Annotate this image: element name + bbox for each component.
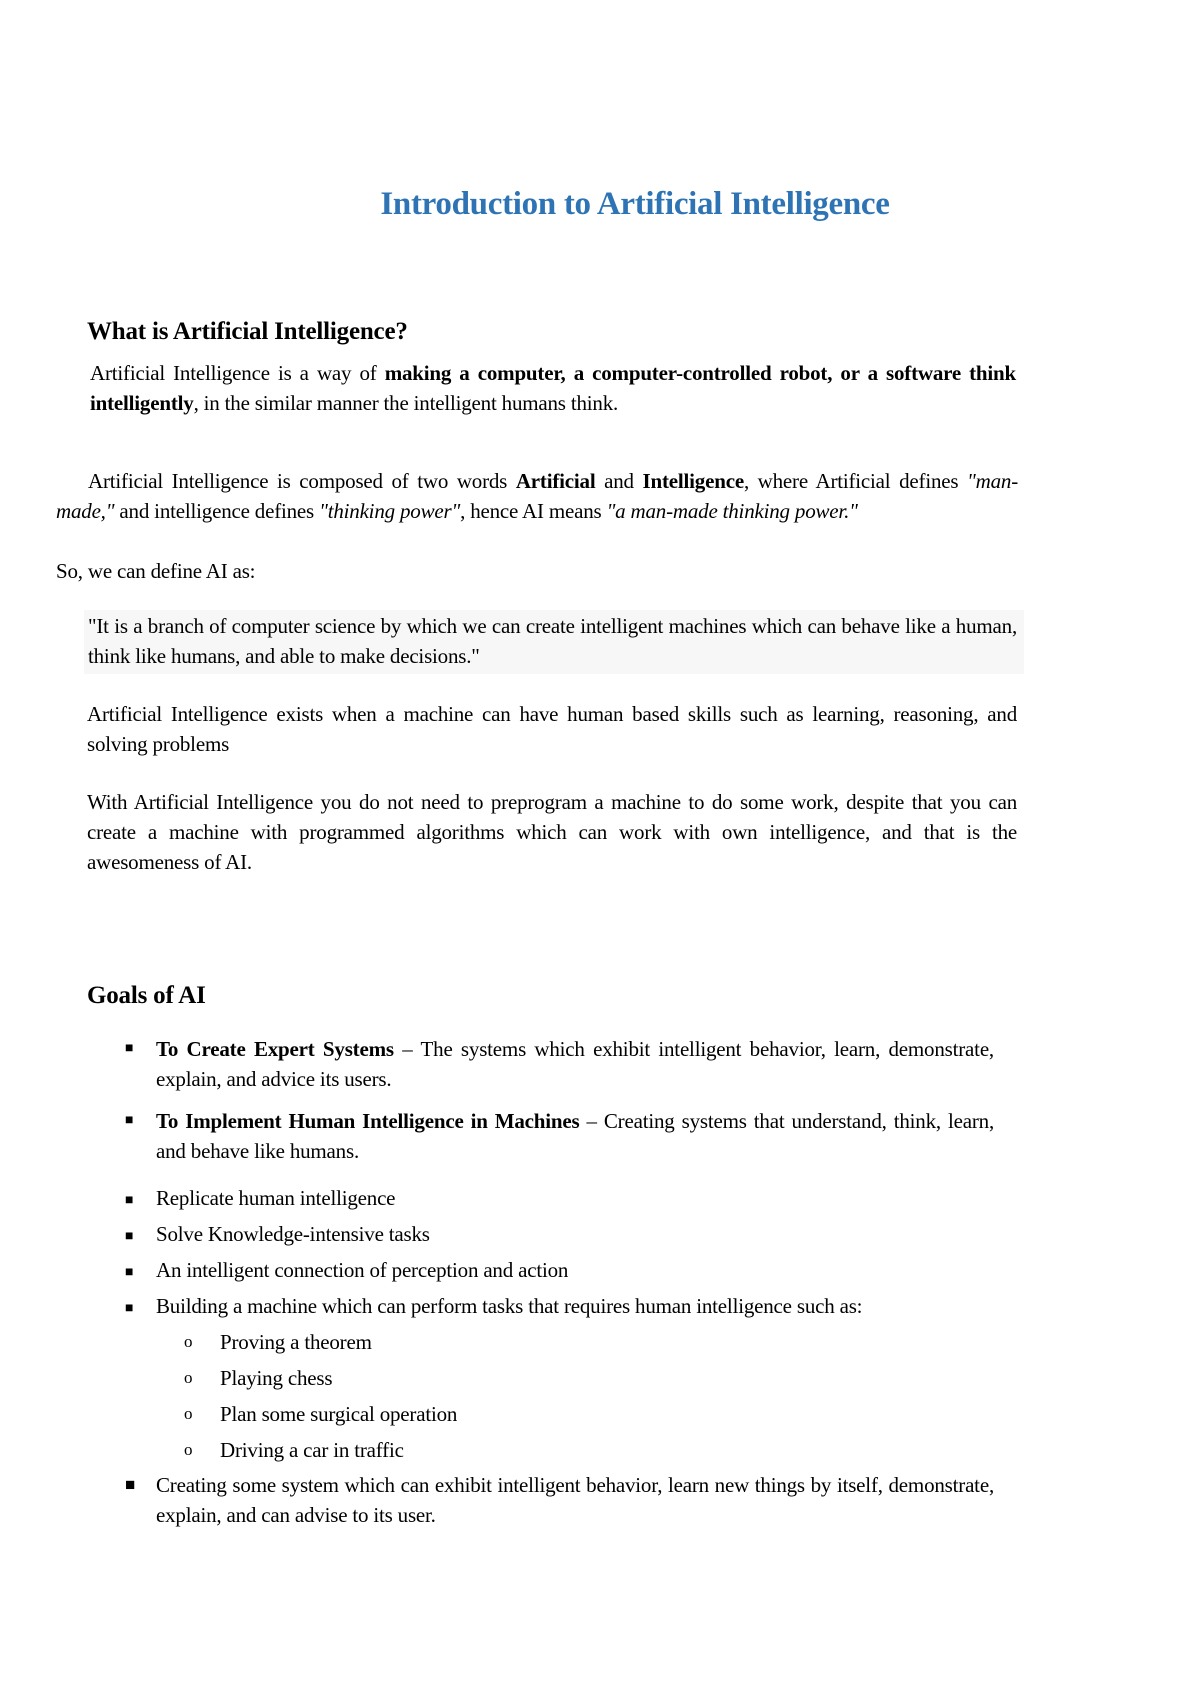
section-heading-goals: Goals of AI: [87, 982, 206, 1009]
list-item-text: Creating some system which can exhibit intelligent behavior, learn new things by itself, demonstrate, explain, and can advise to its user.: [156, 1473, 994, 1527]
paragraph-ai-awesomeness: With Artificial Intelligence you do not need to preprogram a machine to do some work, despite that you can create a machine with programmed algorithms which can work with own intelligence, and that is the awesomeness of AI.: [87, 790, 1017, 874]
bullet-icon: ■: [125, 1265, 134, 1280]
sub-list-item: [153, 1396, 994, 1432]
list-item: [0, 1288, 994, 1468]
list-item-text: Solve Knowledge-intensive tasks: [156, 1222, 430, 1246]
italic-text: "a man-made thinking power.": [606, 499, 858, 523]
quote-text: "It is a branch of computer science by which we can create intelligent machines which can behave like a human, think like humans, and able to make decisions.": [88, 614, 1017, 668]
list-item: [0, 1106, 994, 1166]
paragraph-text: , hence AI means: [460, 499, 607, 523]
paragraph-text: , where Artificial defines: [743, 469, 968, 493]
paragraph-define-ai: So, we can define AI as:: [56, 559, 256, 583]
italic-text: "thinking power": [319, 499, 461, 523]
circle-bullet-icon: o: [184, 1332, 193, 1351]
bullet-icon: ■: [125, 1193, 134, 1208]
paragraph-text: and intelligence defines: [114, 499, 320, 523]
bullet-icon: ■: [125, 1475, 136, 1494]
document-title: Introduction to Artificial Intelligence: [380, 186, 890, 222]
list-item-text: – Creating systems that understand, think, learn, and behave like humans.: [156, 1109, 994, 1163]
bullet-icon: ■: [125, 1229, 134, 1244]
bullet-icon: ■: [125, 1113, 134, 1128]
list-item-text: Building a machine which can perform tasks that requires human intelligence such as:: [156, 1294, 863, 1318]
circle-bullet-icon: o: [184, 1368, 193, 1387]
sub-list-item: [153, 1432, 994, 1468]
list-item: [0, 1180, 994, 1216]
paragraph-ai-exists: Artificial Intelligence exists when a machine can have human based skills such as learning, reasoning, and solving problems: [87, 702, 1017, 756]
sub-list-item-text: Proving a theorem: [220, 1330, 372, 1354]
paragraph-text: and: [595, 469, 643, 493]
goals-list: [0, 1034, 1200, 1530]
list-item: [0, 1470, 994, 1530]
list-item-text: – The systems which exhibit intelligent behavior, learn, demonstrate, explain, and advice its users.: [156, 1037, 994, 1091]
list-item: [0, 1034, 994, 1094]
bullet-icon: ■: [125, 1041, 134, 1056]
sub-list-item: [153, 1360, 994, 1396]
bold-text: Intelligence: [642, 469, 744, 493]
list-item: [0, 1216, 994, 1252]
section-heading-what-is-ai: What is Artificial Intelligence?: [87, 318, 408, 345]
paragraph-ai-composition: [56, 466, 1018, 526]
sub-list-item-text: Driving a car in traffic: [220, 1438, 404, 1462]
paragraph-text: , in the similar manner the intelligent humans think.: [193, 391, 619, 415]
paragraph-text: Artificial Intelligence is composed of two words: [88, 469, 516, 493]
bold-text: To Implement Human Intelligence in Machines: [156, 1109, 580, 1133]
paragraph-text: Artificial Intelligence is a way of: [90, 361, 385, 385]
circle-bullet-icon: o: [184, 1404, 193, 1423]
sub-list-item-text: Playing chess: [220, 1366, 333, 1390]
circle-bullet-icon: o: [184, 1440, 193, 1459]
sub-list-item-text: Plan some surgical operation: [220, 1402, 458, 1426]
bullet-icon: ■: [125, 1301, 134, 1316]
sub-list-item: [153, 1324, 994, 1360]
list-item-text: Replicate human intelligence: [156, 1186, 396, 1210]
bold-text: To Create Expert Systems: [156, 1037, 394, 1061]
list-item-text: An intelligent connection of perception and action: [156, 1258, 569, 1282]
bold-text: Artificial: [515, 469, 596, 493]
italic-text: "man-made,": [56, 469, 1018, 523]
paragraph-ai-definition: [90, 358, 1016, 418]
bold-text: making a computer, a computer-controlled robot, or a software think intelligently: [90, 361, 1016, 415]
sub-list: [156, 1324, 994, 1468]
list-item: [0, 1252, 994, 1288]
